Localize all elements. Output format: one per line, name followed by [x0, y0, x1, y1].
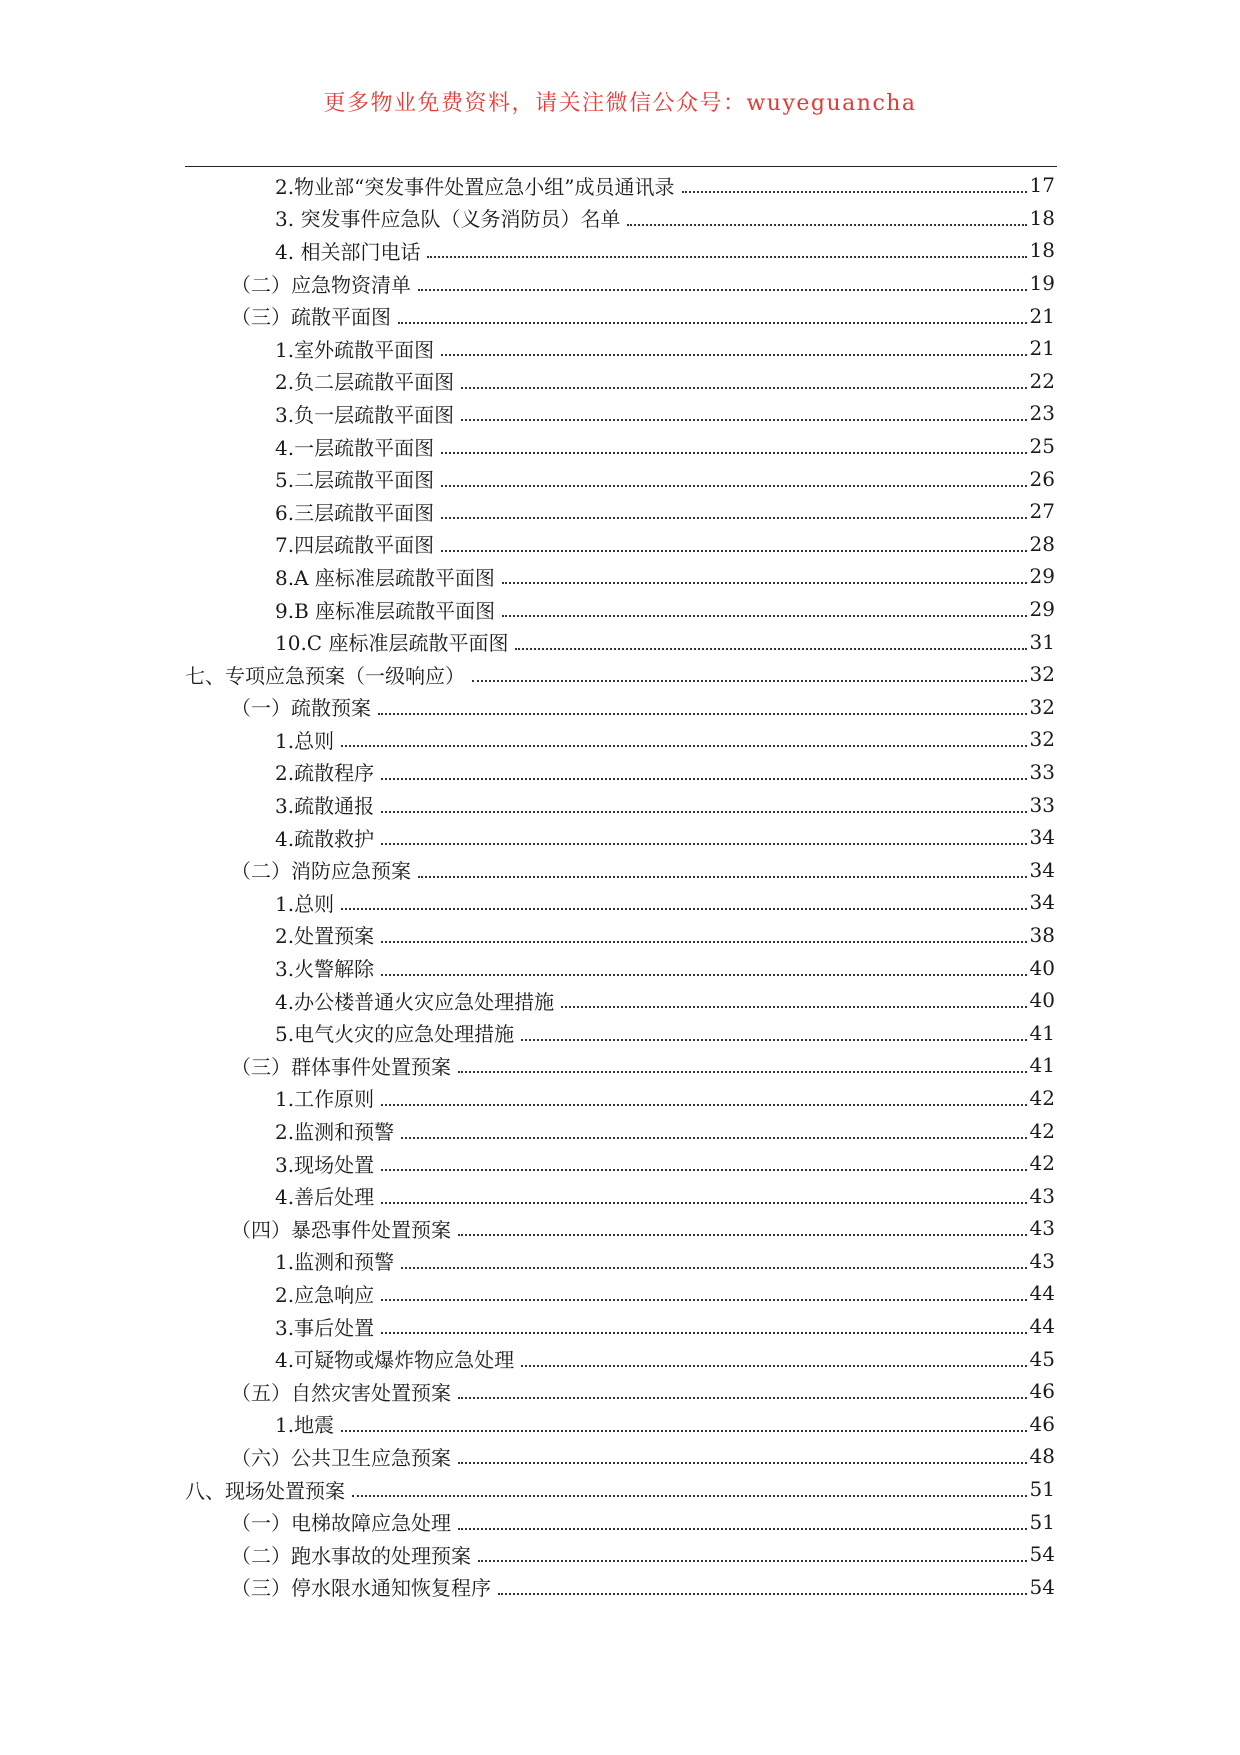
toc-entry[interactable] — [185, 299, 1055, 332]
toc-entry-title: 1.总则 — [275, 891, 335, 916]
toc-entry[interactable] — [185, 1147, 1055, 1180]
header-divider — [185, 166, 1057, 167]
toc-entry-page-number: 34 — [1029, 890, 1055, 915]
toc-entry[interactable] — [185, 1212, 1055, 1245]
toc-entry[interactable] — [185, 462, 1055, 495]
toc-dot-leader — [458, 1071, 1027, 1073]
toc-entry-page-number: 34 — [1029, 857, 1055, 882]
toc-entry-title: 3.火警解除 — [275, 957, 375, 982]
toc-entry-page-number: 46 — [1029, 1411, 1055, 1436]
toc-entry-page-number: 48 — [1029, 1444, 1055, 1469]
toc-entry[interactable] — [185, 593, 1055, 626]
toc-entry-title: 2.疏散程序 — [275, 761, 375, 786]
toc-entry-page-number: 25 — [1029, 434, 1055, 459]
toc-entry[interactable] — [185, 1049, 1055, 1082]
toc-entry-title: （三）群体事件处置预案 — [231, 1054, 451, 1079]
toc-entry[interactable] — [185, 691, 1055, 724]
toc-entry-page-number: 42 — [1029, 1085, 1055, 1110]
toc-dot-leader — [418, 876, 1027, 878]
toc-entry-page-number: 51 — [1029, 1477, 1055, 1502]
toc-entry-page-number: 32 — [1029, 694, 1055, 719]
toc-entry[interactable] — [185, 1375, 1055, 1408]
toc-dot-leader — [381, 1332, 1026, 1334]
toc-dot-leader — [627, 224, 1026, 226]
toc-entry[interactable] — [185, 528, 1055, 561]
toc-dot-leader — [498, 1593, 1027, 1595]
toc-entry-title: 2.处置预案 — [275, 924, 375, 949]
toc-entry-title: 8.A 座标准层疏散平面图 — [275, 565, 495, 590]
toc-dot-leader — [441, 452, 1026, 454]
toc-entry-title: 1.地震 — [275, 1413, 335, 1438]
toc-entry-page-number: 29 — [1029, 597, 1055, 622]
toc-entry-page-number: 42 — [1029, 1151, 1055, 1176]
toc-entry-title: （二）消防应急预案 — [231, 859, 411, 884]
toc-entry-page-number: 41 — [1029, 1053, 1055, 1078]
toc-entry-title: （一）电梯故障应急处理 — [231, 1511, 451, 1536]
toc-dot-leader — [427, 256, 1026, 258]
toc-entry-page-number: 40 — [1029, 955, 1055, 980]
toc-entry-page-number: 18 — [1029, 205, 1055, 230]
toc-dot-leader — [441, 517, 1026, 519]
toc-dot-leader — [441, 354, 1026, 356]
toc-dot-leader — [378, 713, 1027, 715]
toc-entry-title: 2.应急响应 — [275, 1282, 375, 1307]
toc-entry-page-number: 32 — [1029, 662, 1055, 687]
toc-dot-leader — [458, 1528, 1027, 1530]
toc-entry[interactable] — [185, 821, 1055, 854]
toc-entry[interactable] — [185, 1082, 1055, 1115]
toc-dot-leader — [478, 1560, 1027, 1562]
toc-entry-title: 4.可疑物或爆炸物应急处理 — [275, 1348, 515, 1373]
toc-entry-page-number: 43 — [1029, 1248, 1055, 1273]
toc-entry-page-number: 31 — [1029, 629, 1055, 654]
toc-entry[interactable] — [185, 365, 1055, 398]
toc-entry[interactable] — [185, 202, 1055, 235]
toc-entry[interactable] — [185, 625, 1055, 658]
toc-entry[interactable] — [185, 1245, 1055, 1278]
toc-entry[interactable] — [185, 1505, 1055, 1538]
header-banner: 更多物业免费资料，请关注微信公众号：wuyeguancha — [323, 91, 917, 116]
toc-entry-page-number: 28 — [1029, 531, 1055, 556]
toc-entry[interactable] — [185, 234, 1055, 267]
toc-entry[interactable] — [185, 951, 1055, 984]
toc-entry-page-number: 18 — [1029, 238, 1055, 263]
toc-entry-title: 2.监测和预警 — [275, 1120, 395, 1145]
toc-dot-leader — [515, 648, 1026, 650]
toc-entry-page-number: 45 — [1029, 1346, 1055, 1371]
toc-entry-title: 5.电气火灾的应急处理措施 — [275, 1022, 515, 1047]
toc-entry[interactable] — [185, 1408, 1055, 1441]
toc-entry-page-number: 38 — [1029, 922, 1055, 947]
toc-dot-leader — [341, 1430, 1026, 1432]
toc-entry-title: 9.B 座标准层疏散平面图 — [275, 598, 496, 623]
toc-dot-leader — [381, 1299, 1026, 1301]
toc-entry-title: 7.四层疏散平面图 — [275, 533, 435, 558]
toc-entry-title: （五）自然灾害处置预案 — [231, 1380, 451, 1405]
toc-entry-title: 1.监测和预警 — [275, 1250, 395, 1275]
toc-dot-leader — [502, 615, 1026, 617]
toc-dot-leader — [341, 908, 1026, 910]
toc-dot-leader — [441, 485, 1026, 487]
table-of-contents — [185, 169, 1055, 1603]
toc-entry[interactable] — [185, 723, 1055, 756]
toc-entry-title: （三）停水限水通知恢复程序 — [231, 1576, 491, 1601]
toc-dot-leader — [341, 745, 1026, 747]
toc-dot-leader — [381, 974, 1026, 976]
toc-dot-leader — [682, 191, 1027, 193]
toc-entry-page-number: 51 — [1029, 1509, 1055, 1534]
toc-entry[interactable] — [185, 853, 1055, 886]
toc-entry-page-number: 44 — [1029, 1314, 1055, 1339]
toc-entry[interactable] — [185, 1179, 1055, 1212]
toc-dot-leader — [401, 1267, 1026, 1269]
toc-entry[interactable] — [185, 1310, 1055, 1343]
toc-entry-title: 1.总则 — [275, 728, 335, 753]
toc-dot-leader — [561, 1006, 1026, 1008]
toc-entry-page-number: 32 — [1029, 727, 1055, 752]
toc-entry-title: 3.现场处置 — [275, 1152, 375, 1177]
toc-dot-leader — [381, 941, 1026, 943]
toc-dot-leader — [461, 387, 1026, 389]
toc-entry-page-number: 33 — [1029, 759, 1055, 784]
toc-entry-title: 八、现场处置预案 — [185, 1478, 345, 1503]
toc-entry-title: 5.二层疏散平面图 — [275, 468, 435, 493]
toc-entry[interactable] — [185, 397, 1055, 430]
toc-entry-page-number: 19 — [1029, 271, 1055, 296]
toc-entry-page-number: 40 — [1029, 988, 1055, 1013]
toc-dot-leader — [381, 1104, 1026, 1106]
toc-entry-title: （二）跑水事故的处理预案 — [231, 1543, 471, 1568]
toc-dot-leader — [472, 680, 1027, 682]
toc-entry[interactable] — [185, 658, 1055, 691]
toc-entry-page-number: 26 — [1029, 466, 1055, 491]
toc-dot-leader — [441, 550, 1026, 552]
toc-entry-page-number: 21 — [1029, 336, 1055, 361]
toc-entry-title: 4.善后处理 — [275, 1185, 375, 1210]
toc-entry-page-number: 17 — [1029, 173, 1055, 198]
toc-dot-leader — [398, 322, 1027, 324]
toc-entry-title: 3.疏散通报 — [275, 794, 375, 819]
toc-entry-page-number: 29 — [1029, 564, 1055, 589]
toc-entry[interactable] — [185, 332, 1055, 365]
toc-entry-title: （一）疏散预案 — [231, 696, 371, 721]
toc-entry-page-number: 42 — [1029, 1118, 1055, 1143]
toc-entry-title: 七、专项应急预案（一级响应） — [185, 663, 465, 688]
toc-entry[interactable] — [185, 1571, 1055, 1604]
toc-entry[interactable] — [185, 984, 1055, 1017]
toc-entry-title: （二）应急物资清单 — [231, 272, 411, 297]
toc-dot-leader — [461, 419, 1026, 421]
toc-entry-title: 3. 突发事件应急队（义务消防员）名单 — [275, 207, 621, 232]
toc-entry[interactable] — [185, 1440, 1055, 1473]
toc-dot-leader — [381, 778, 1026, 780]
toc-entry-title: 4.一层疏散平面图 — [275, 435, 435, 460]
toc-entry-title: 3.负一层疏散平面图 — [275, 402, 455, 427]
toc-entry[interactable] — [185, 169, 1055, 202]
toc-entry-page-number: 54 — [1029, 1542, 1055, 1567]
toc-entry-page-number: 23 — [1029, 401, 1055, 426]
toc-entry-page-number: 34 — [1029, 825, 1055, 850]
toc-entry-page-number: 46 — [1029, 1379, 1055, 1404]
toc-entry-title: （四）暴恐事件处置预案 — [231, 1217, 451, 1242]
toc-dot-leader — [521, 1039, 1026, 1041]
toc-dot-leader — [458, 1462, 1027, 1464]
toc-entry-page-number: 21 — [1029, 303, 1055, 328]
toc-entry-title: 1.工作原则 — [275, 1087, 375, 1112]
toc-entry-title: 4. 相关部门电话 — [275, 239, 421, 264]
toc-dot-leader — [502, 582, 1027, 584]
toc-entry-page-number: 41 — [1029, 1020, 1055, 1045]
toc-dot-leader — [521, 1365, 1026, 1367]
toc-entry-title: （六）公共卫生应急预案 — [231, 1445, 451, 1470]
toc-entry-page-number: 27 — [1029, 499, 1055, 524]
toc-dot-leader — [381, 1202, 1026, 1204]
toc-entry[interactable] — [185, 788, 1055, 821]
toc-entry[interactable] — [185, 560, 1055, 593]
toc-entry-title: （三）疏散平面图 — [231, 305, 391, 330]
toc-entry[interactable] — [185, 1473, 1055, 1506]
toc-dot-leader — [381, 811, 1026, 813]
toc-entry[interactable] — [185, 756, 1055, 789]
toc-entry-title: 2.物业部“突发事件处置应急小组”成员通讯录 — [275, 174, 675, 199]
toc-entry[interactable] — [185, 1342, 1055, 1375]
toc-entry-title: 6.三层疏散平面图 — [275, 500, 435, 525]
toc-entry[interactable] — [185, 919, 1055, 952]
toc-entry[interactable] — [185, 1016, 1055, 1049]
toc-entry-page-number: 54 — [1029, 1574, 1055, 1599]
toc-entry-title: 4.办公楼普通火灾应急处理措施 — [275, 989, 555, 1014]
toc-entry-page-number: 22 — [1029, 368, 1055, 393]
toc-entry-title: 2.负二层疏散平面图 — [275, 370, 455, 395]
toc-dot-leader — [418, 289, 1027, 291]
toc-entry[interactable] — [185, 1114, 1055, 1147]
toc-entry[interactable] — [185, 1538, 1055, 1571]
toc-dot-leader — [381, 843, 1026, 845]
toc-entry-page-number: 43 — [1029, 1183, 1055, 1208]
toc-entry[interactable] — [185, 495, 1055, 528]
toc-entry[interactable] — [185, 430, 1055, 463]
toc-entry-title: 1.室外疏散平面图 — [275, 337, 435, 362]
toc-dot-leader — [401, 1137, 1026, 1139]
toc-entry[interactable] — [185, 267, 1055, 300]
toc-entry-title: 10.C 座标准层疏散平面图 — [275, 631, 509, 656]
toc-entry[interactable] — [185, 886, 1055, 919]
toc-entry-page-number: 44 — [1029, 1281, 1055, 1306]
toc-entry-title: 3.事后处置 — [275, 1315, 375, 1340]
toc-dot-leader — [458, 1234, 1027, 1236]
toc-entry-page-number: 33 — [1029, 792, 1055, 817]
toc-entry-page-number: 43 — [1029, 1216, 1055, 1241]
toc-entry[interactable] — [185, 1277, 1055, 1310]
toc-entry-title: 4.疏散救护 — [275, 826, 375, 851]
toc-dot-leader — [458, 1397, 1027, 1399]
toc-dot-leader — [381, 1169, 1026, 1171]
toc-dot-leader — [352, 1495, 1027, 1497]
